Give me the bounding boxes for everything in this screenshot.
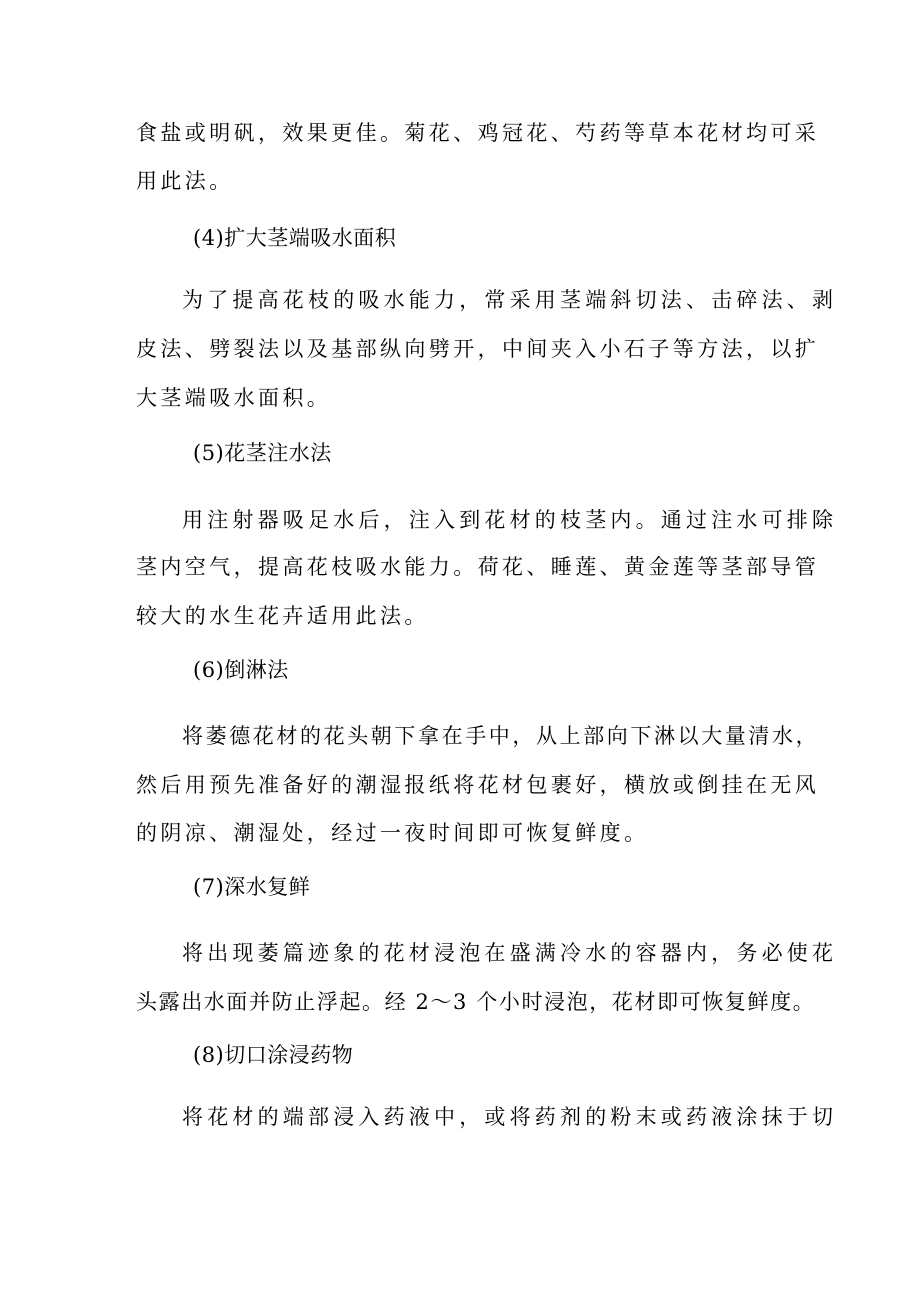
section-heading xyxy=(0,223,920,253)
paragraph-text: 的阴凉、潮湿处，经过一夜时间即可恢复鲜度。 xyxy=(136,821,649,845)
text-line xyxy=(0,938,920,968)
section-heading-text: (5)花茎注水法 xyxy=(193,441,332,465)
section-heading-text: (7)深水复鲜 xyxy=(193,875,311,899)
text-line xyxy=(0,1102,920,1132)
paragraph-text: 然后用预先准备好的潮湿报纸将花材包裹好，横放或倒挂在无风 xyxy=(136,773,820,797)
text-line xyxy=(0,285,920,315)
section-heading-text: (6)倒淋法 xyxy=(193,658,289,682)
paragraph-text: 皮法、劈裂法以及基部纵向劈开，中间夹入小石子等方法，以扩 xyxy=(136,337,820,361)
paragraph-text: 食盐或明矾，效果更佳。菊花、鸡冠花、芍药等草本花材均可采 xyxy=(136,121,820,145)
text-line xyxy=(0,118,920,148)
text-line xyxy=(0,166,920,196)
paragraph-text: 将出现萎篇迹象的花材浸泡在盛满冷水的容器内，务必使花 xyxy=(182,941,838,965)
text-line xyxy=(0,334,920,364)
text-line xyxy=(0,601,920,631)
text-line xyxy=(0,383,920,413)
paragraph-text: 将萎德花材的花头朝下拿在手中，从上部向下淋以大量清水， xyxy=(182,724,820,748)
text-line xyxy=(0,987,920,1017)
paragraph-text: 大茎端吸水面积。 xyxy=(136,386,332,410)
section-heading xyxy=(0,438,920,468)
text-line xyxy=(0,505,920,535)
paragraph-text: 将花材的端部浸入药液中，或将药剂的粉末或药液涂抹于切 xyxy=(182,1105,838,1129)
text-line xyxy=(0,818,920,848)
paragraph-text: 茎内空气，提高花枝吸水能力。荷花、睡莲、黄金莲等茎部导管 xyxy=(136,555,820,579)
section-heading-text: (4)扩大茎端吸水面积 xyxy=(193,226,397,250)
text-line xyxy=(0,721,920,751)
paragraph-text: 较大的水生花卉适用此法。 xyxy=(136,604,429,628)
paragraph-text: 为了提高花枝的吸水能力，常采用茎端斜切法、击碎法、剥 xyxy=(182,288,838,312)
text-line xyxy=(0,552,920,582)
paragraph-text: 用注射器吸足水后，注入到花材的枝茎内。通过注水可排除 xyxy=(182,508,838,532)
section-heading xyxy=(0,872,920,902)
section-heading xyxy=(0,655,920,685)
paragraph-text: 头露出水面并防止浮起。经 2～3 个小时浸泡，花材即可恢复鲜度。 xyxy=(136,990,816,1014)
paragraph-text: 用此法。 xyxy=(136,169,234,193)
section-heading-text: (8)切口涂浸药物 xyxy=(193,1043,354,1067)
section-heading xyxy=(0,1040,920,1070)
text-line xyxy=(0,770,920,800)
